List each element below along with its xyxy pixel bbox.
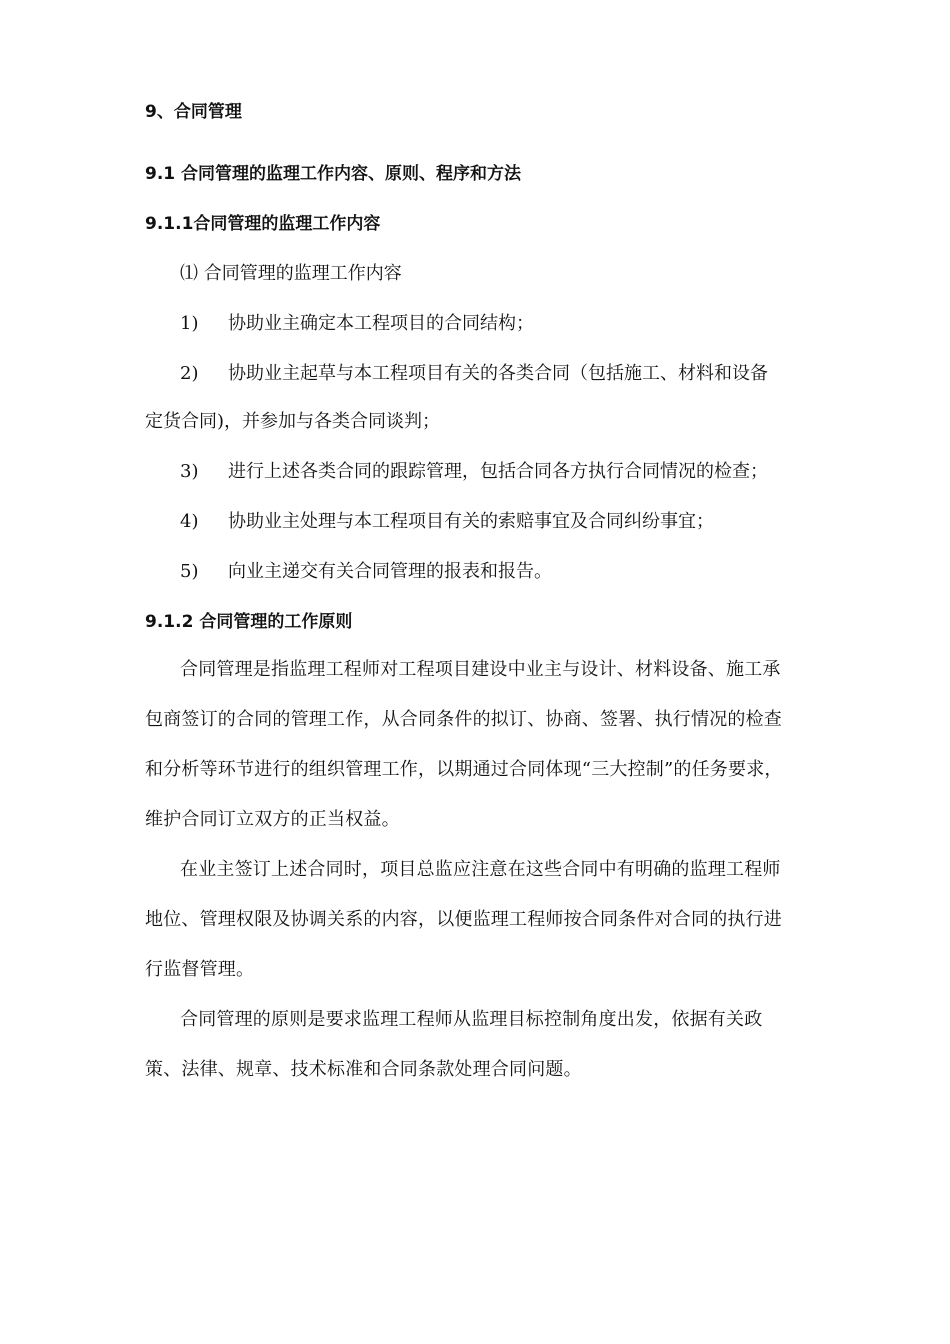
list-item-continuation: 定货合同)，并参加与各类合同谈判； xyxy=(145,411,441,432)
list-item-number: 3) xyxy=(180,461,199,482)
section-heading: 9、合同管理 xyxy=(145,102,242,122)
paragraph-line: 合同管理是指监理工程师对工程项目建设中业主与设计、材料设备、施工承 xyxy=(180,659,781,680)
list-item xyxy=(180,510,714,534)
subsubsection-heading-9-1-2: 9.1.2 合同管理的工作原则 xyxy=(145,612,353,632)
subsection-heading: 9.1 合同管理的监理工作内容、原则、程序和方法 xyxy=(145,164,522,184)
list-item xyxy=(180,560,552,584)
list-item-number: 1) xyxy=(180,313,199,334)
list-item xyxy=(180,312,534,336)
list-item xyxy=(180,460,768,484)
list-item xyxy=(180,362,768,386)
paragraph-line: 行监督管理。 xyxy=(145,959,255,980)
paragraph-line: 和分析等环节进行的组织管理工作，以期通过合同体现“三大控制”的任务要求， xyxy=(145,759,783,780)
list-item-number: 4) xyxy=(180,511,199,532)
list-item-text: 协助业主处理与本工程项目有关的索赔事宜及合同纠纷事宜； xyxy=(228,511,714,532)
list-item-number: 5) xyxy=(180,561,199,582)
paragraph-line: 维护合同订立双方的正当权益。 xyxy=(145,809,400,830)
paragraph-line: 包商签订的合同的管理工作，从合同条件的拟订、协商、签署、执行情况的检查 xyxy=(145,709,782,730)
paragraph-line: 在业主签订上述合同时，项目总监应注意在这些合同中有明确的监理工程师 xyxy=(180,859,781,880)
list-item-text: 向业主递交有关合同管理的报表和报告。 xyxy=(228,561,552,582)
paragraph-line: 地位、管理权限及协调关系的内容，以便监理工程师按合同条件对合同的执行进 xyxy=(145,909,782,930)
list-item-number: 2) xyxy=(180,363,199,384)
paragraph-line: 合同管理的原则是要求监理工程师从监理目标控制角度出发，依据有关政 xyxy=(180,1009,763,1030)
list-item-text: 协助业主起草与本工程项目有关的各类合同（包括施工、材料和设备 xyxy=(228,363,768,384)
subsubsection-heading-9-1-1: 9.1.1合同管理的监理工作内容 xyxy=(145,214,381,234)
list-item-text: 进行上述各类合同的跟踪管理，包括合同各方执行合同情况的检查； xyxy=(228,461,768,482)
list-item-text: 协助业主确定本工程项目的合同结构； xyxy=(228,313,534,334)
sub-title: ⑴ 合同管理的监理工作内容 xyxy=(180,263,402,284)
paragraph-line: 策、法律、规章、技术标准和合同条款处理合同问题。 xyxy=(145,1059,582,1080)
